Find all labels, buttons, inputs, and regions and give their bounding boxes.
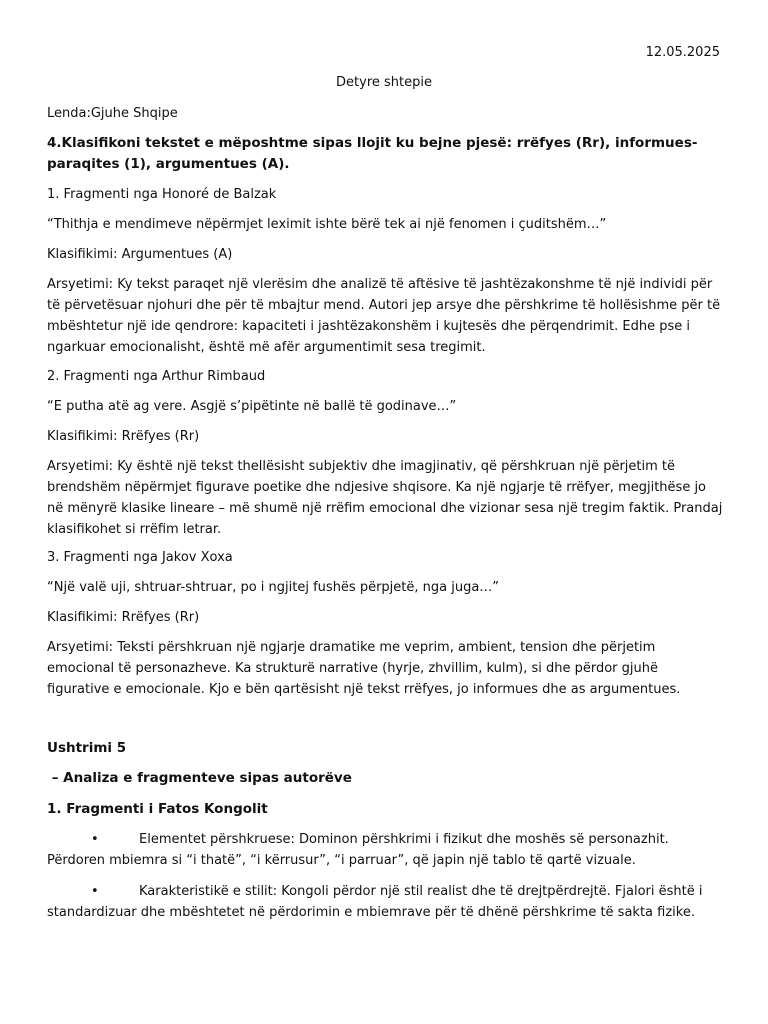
exercise5-subtitle: – Analiza e fragmenteve sipas autorëve [47, 770, 352, 786]
exercise5-fragment-title: 1. Fragmenti i Fatos Kongolit [47, 801, 268, 817]
fragment-1-quote: “Thithja e mendimeve nëpërmjet leximit ishte bërë tek ai një fenomen i çuditshëm…” [47, 217, 607, 232]
bullet-text: Elementet përshkruese: Dominon përshkrimi i fizikut dhe moshës së personazhit. Përdoren mbiemra si “i thatë”, “i kërrusur”, “i parruar”, që japin një tablo të qartë vizuale. [47, 832, 669, 868]
fragment-1-title: 1. Fragmenti nga Honoré de Balzak [47, 187, 277, 202]
document-title: Detyre shtepie [336, 75, 432, 90]
fragment-3-quote: “Një valë uji, shtruar-shtruar, po i ngjitej fushës përpjetë, nga juga…” [47, 580, 500, 595]
fragment-2-reasoning: Arsyetimi: Ky është një tekst thellësisht subjektiv dhe imagjinativ, që përshkruan një përjetim të brendshëm nëpërmjet figurave poetike dhe ndjesive shqisore. Ka një ngjarje të rrëfyer, megjithëse jo në mënyrë klasike lineare – më shumë një rrëfim emocional dhe vizionar sesa një tregim faktik. Prandaj klasifikohet si rrëfim letrar. [47, 459, 723, 537]
bullet-text: Karakteristikë e stilit: Kongoli përdor një stil realist dhe të drejtpërdrejtë. Fjalori është i standardizuar dhe mbështetet në përdorimin e mbiemrave për të dhënë përshkrime të sakta fizike. [47, 884, 703, 920]
fragment-2-title: 2. Fragmenti nga Arthur Rimbaud [47, 369, 266, 384]
bullet-icon: • [91, 832, 99, 847]
list-item [47, 829, 724, 871]
fragment-2-classification: Klasifikimi: Rrëfyes (Rr) [47, 429, 200, 444]
fragment-2-quote: “E putha atë ag vere. Asgjë s’pipëtinte në ballë të godinave…” [47, 399, 457, 414]
bullet-icon: • [91, 884, 99, 899]
document-date: 12.05.2025 [645, 45, 720, 60]
fragment-3-reasoning: Arsyetimi: Teksti përshkruan një ngjarje dramatike me veprim, ambient, tension dhe përjetim emocional të personazheve. Ka strukturë narrative (hyrje, zhvillim, kulm), si dhe përdor gjuhë figurative e emocionale. Kjo e bën qartësisht një tekst rrëfyes, jo informues dhe as argumentues. [47, 640, 681, 697]
subject-line: Lenda:Gjuhe Shqipe [47, 106, 178, 121]
fragment-3-classification: Klasifikimi: Rrëfyes (Rr) [47, 610, 200, 625]
list-item [47, 881, 724, 923]
exercise5-title: Ushtrimi 5 [47, 740, 127, 756]
fragment-1-reasoning: Arsyetimi: Ky tekst paraqet një vlerësim dhe analizë të aftësive të jashtëzakonshme të një individi për të përvetësuar njohuri dhe për të mbajtur mend. Autori jep arsye dhe përshkrime të hollësishme për të mbështetur një ide qendrore: kapaciteti i jashtëzakonshëm i kujtesës dhe përqendrimit. Edhe pse i ngarkuar emocionalisht, është më afër argumentimit sesa tregimit. [47, 277, 721, 355]
fragment-3-title: 3. Fragmenti nga Jakov Xoxa [47, 550, 233, 565]
task4-heading: 4.Klasifikoni tekstet e mëposhtme sipas llojit ku bejne pjesë: rrëfyes (Rr), informues-paraqites (1), argumentues (A). [47, 135, 698, 172]
fragment-1-classification: Klasifikimi: Argumentues (A) [47, 247, 233, 262]
